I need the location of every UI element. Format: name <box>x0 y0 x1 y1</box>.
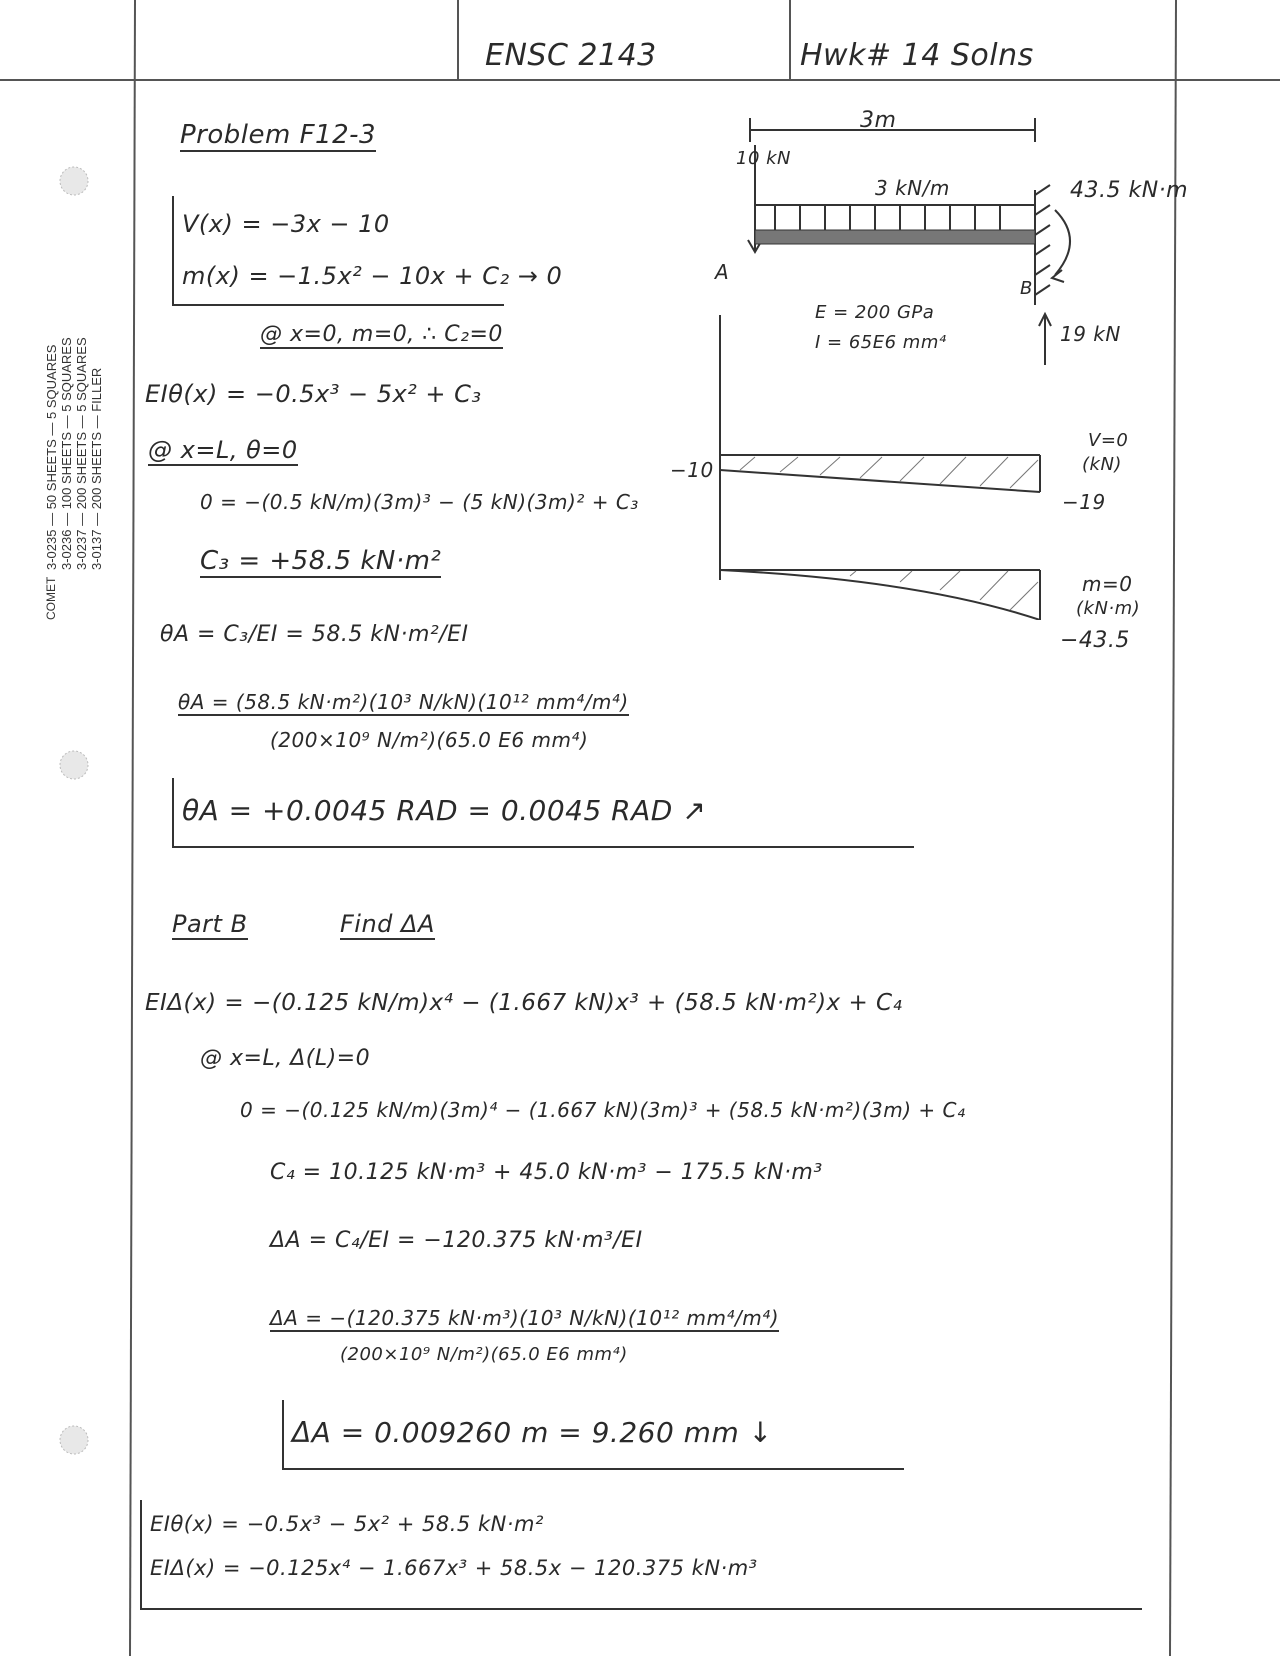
c3-substitution: 0 = −(0.5 kN/m)(3m)³ − (5 kN)(3m)² + C₃ <box>200 490 639 514</box>
boundary-condition-2: @ x=L, θ=0 <box>148 436 298 464</box>
moment-zero-label: m=0 <box>1082 572 1133 596</box>
summary-deflection: EIΔ(x) = −0.125x⁴ − 1.667x³ + 58.5x − 120.375 kN·m³ <box>150 1556 758 1580</box>
shear-equation: V(x) = −3x − 10 <box>182 210 390 238</box>
moment-equation: m(x) = −1.5x² − 10x + C₂ → 0 <box>182 262 563 290</box>
deflection-equation: EIΔ(x) = −(0.125 kN/m)x⁴ − (1.667 kN)x³ + (58.5 kN·m²)x + C₄ <box>145 990 903 1016</box>
summary-slope: EIθ(x) = −0.5x³ − 5x² + 58.5 kN·m² <box>150 1512 544 1536</box>
part-b-title: Part B <box>172 910 248 938</box>
c4-value: C₄ = 10.125 kN·m³ + 45.0 kN·m³ − 175.5 kN·m³ <box>270 1160 823 1185</box>
point-b-label: B <box>1020 278 1033 299</box>
shear-unit-label: (kN) <box>1082 454 1122 475</box>
delta-result: ΔA = 0.009260 m = 9.260 mm ↓ <box>292 1416 773 1449</box>
part-b-boundary-condition: @ x=L, Δ(L)=0 <box>200 1046 371 1071</box>
span-label: 3m <box>860 108 897 133</box>
course-title: ENSC 2143 <box>485 38 657 73</box>
shear-left-value: −10 <box>670 458 714 482</box>
point-a-label: A <box>715 260 730 284</box>
delta-numerator: ΔA = −(120.375 kN·m³)(10³ N/kN)(10¹² mm⁴/m⁴) <box>270 1306 780 1330</box>
boundary-condition-1: @ x=0, m=0, ∴ C₂=0 <box>260 322 503 347</box>
support-moment-label: 43.5 kN·m <box>1070 178 1189 203</box>
point-load-label: 10 kN <box>736 148 792 169</box>
c4-substitution: 0 = −(0.125 kN/m)(3m)⁴ − (1.667 kN)(3m)³ + (58.5 kN·m²)(3m) + C₄ <box>240 1098 966 1122</box>
part-b-find: Find ΔA <box>340 910 435 938</box>
dist-load-label: 3 kN/m <box>875 176 950 200</box>
problem-title: Problem F12-3 <box>180 120 377 150</box>
c3-value: C₃ = +58.5 kN·m² <box>200 546 442 576</box>
delta-denominator: (200×10⁹ N/m²)(65.0 E6 mm⁴) <box>340 1344 628 1365</box>
moment-right-value: −43.5 <box>1060 628 1130 653</box>
pad-spec-label: 3-0235 — 50 SHEETS — 5 SQUARES 3-0236 — 100 SHEETS — 5 SQUARES 3-0237 — 200 SHEETS — 5 SQUARES 3-0137 — 200 SHEETS — FILLER <box>44 337 104 570</box>
theta-denominator: (200×10⁹ N/m²)(65.0 E6 mm⁴) <box>270 728 589 752</box>
slope-equation: EIθ(x) = −0.5x³ − 5x² + C₃ <box>145 380 482 408</box>
assignment-title: Hwk# 14 Solns <box>800 38 1034 73</box>
brand-label: COMET <box>44 576 58 620</box>
theta-definition: θA = C₃/EI = 58.5 kN·m²/EI <box>160 622 469 647</box>
theta-result: θA = +0.0045 RAD = 0.0045 RAD ↗ <box>182 794 707 827</box>
inertia-label: I = 65E6 mm⁴ <box>815 332 947 353</box>
moment-unit-label: (kN·m) <box>1076 598 1141 619</box>
delta-definition: ΔA = C₄/EI = −120.375 kN·m³/EI <box>270 1228 643 1253</box>
reaction-label: 19 kN <box>1060 322 1121 346</box>
shear-right-value: −19 <box>1062 490 1106 514</box>
modulus-label: E = 200 GPa <box>815 302 935 323</box>
shear-zero-label: V=0 <box>1088 430 1129 451</box>
theta-numerator: θA = (58.5 kN·m²)(10³ N/kN)(10¹² mm⁴/m⁴) <box>178 690 629 714</box>
